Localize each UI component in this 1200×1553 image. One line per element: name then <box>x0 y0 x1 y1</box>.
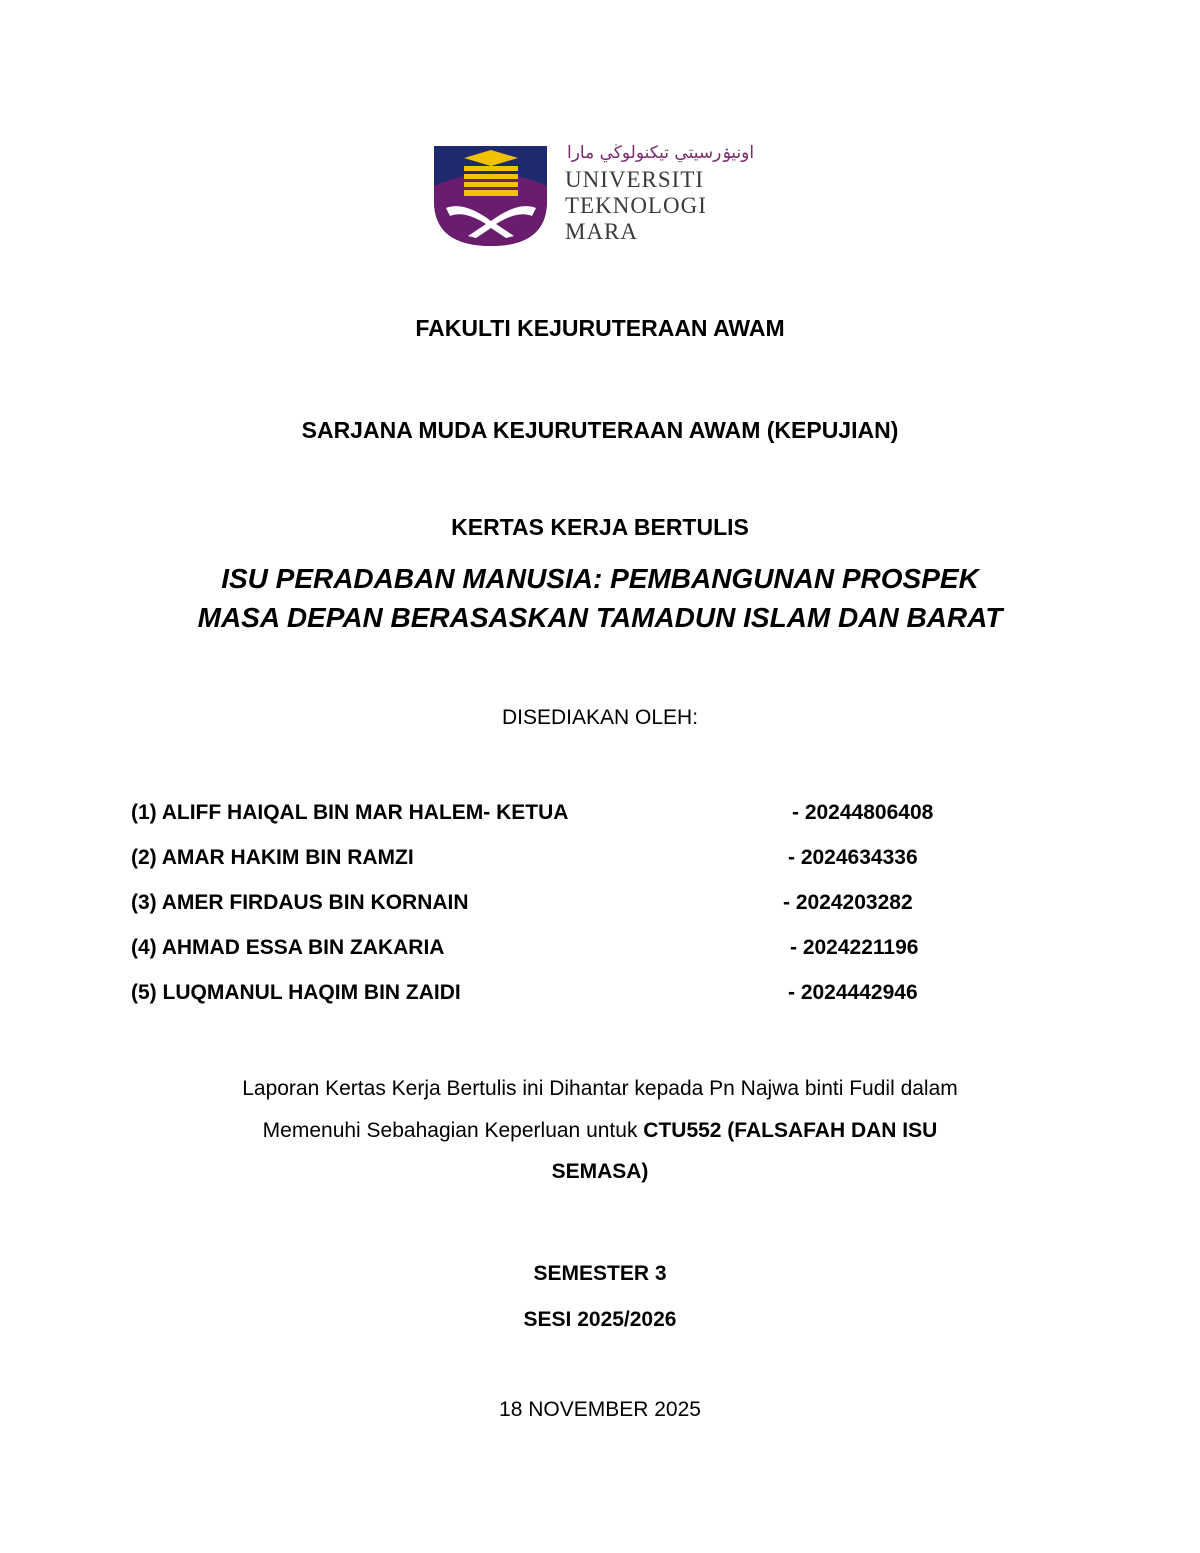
member-name: (5) LUQMANUL HAQIM BIN ZAIDI <box>131 981 461 1004</box>
uitm-logo <box>434 146 548 246</box>
logo-jawi-text: اونيۏرسيتي تيكنولوڬي مارا <box>567 143 755 163</box>
member-id: - 2024221196 <box>790 936 919 959</box>
date: 18 NOVEMBER 2025 <box>499 1398 701 1421</box>
session: SESI 2025/2026 <box>523 1308 677 1331</box>
submission-line-2 <box>0 1119 1200 1143</box>
submission-line-1: Laporan Kertas Kerja Bertulis ini Dihantar kepada Pn Najwa binti Fudil dalam <box>242 1077 958 1100</box>
title-line-2: MASA DEPAN BERASASKAN TAMADUN ISLAM DAN BARAT <box>197 602 1003 633</box>
member-id: - 2024203282 <box>783 891 913 914</box>
title-line-1: ISU PERADABAN MANUSIA: PEMBANGUNAN PROSPEK <box>221 563 979 594</box>
member-name: (3) AMER FIRDAUS BIN KORNAIN <box>131 891 469 914</box>
member-name: (4) AHMAD ESSA BIN ZAKARIA <box>131 936 445 959</box>
semester: SEMESTER 3 <box>533 1262 667 1285</box>
faculty-heading: FAKULTI KEJURUTERAAN AWAM <box>415 315 785 341</box>
course-code: CTU552 (FALSAFAH DAN ISU <box>643 1119 938 1142</box>
member-name: (2) AMAR HAKIM BIN RAMZI <box>131 846 414 869</box>
document-type: KERTAS KERJA BERTULIS <box>451 514 749 540</box>
member-id: - 2024634336 <box>788 846 918 869</box>
logo-line-universiti: UNIVERSITI <box>565 167 705 192</box>
prepared-by-label: DISEDIAKAN OLEH: <box>501 706 699 729</box>
uitm-shield-icon <box>434 146 548 246</box>
logo-line-teknologi: TEKNOLOGI <box>565 193 707 218</box>
member-id: - 2024442946 <box>788 981 918 1004</box>
submission-plain: Memenuhi Sebahagian Keperluan untuk <box>262 1119 644 1142</box>
logo-line-mara: MARA <box>565 219 639 244</box>
program-heading: SARJANA MUDA KEJURUTERAAN AWAM (KEPUJIAN) <box>301 417 899 443</box>
member-id: - 20244806408 <box>792 801 934 824</box>
member-name: (1) ALIFF HAIQAL BIN MAR HALEM- KETUA <box>131 801 569 824</box>
submission-line-3: SEMASA) <box>551 1160 649 1183</box>
